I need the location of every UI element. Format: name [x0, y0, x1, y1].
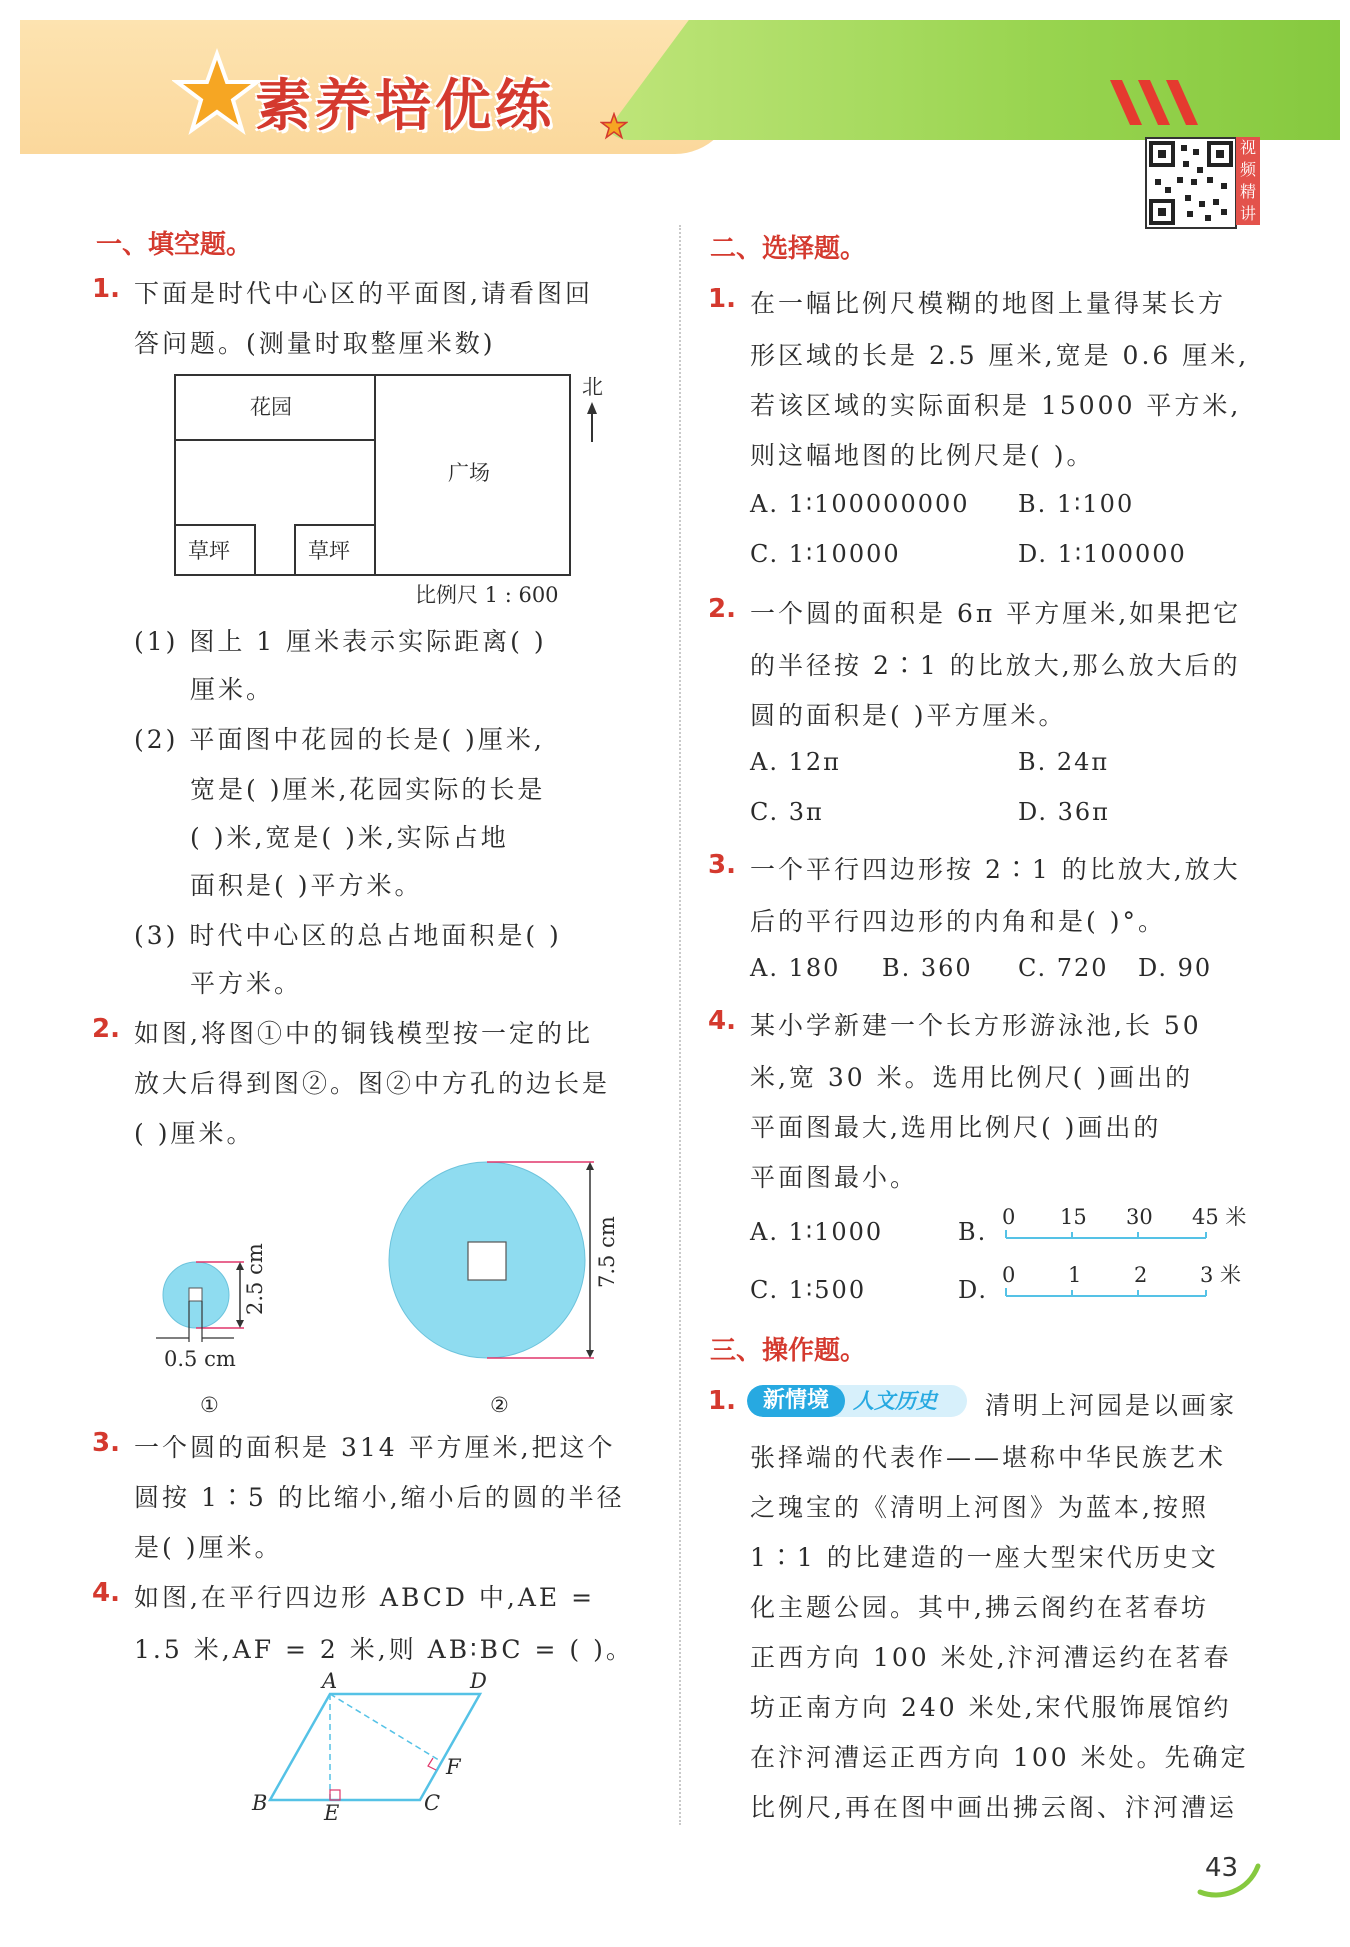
question-text: 答问题。(测量时取整厘米数) — [134, 329, 496, 358]
scale-tick-label: 0 — [1002, 1263, 1016, 1287]
question-text: 圆的面积是( )平方厘米。 — [750, 701, 1067, 730]
question-number: 4. — [92, 1578, 120, 1608]
option-d[interactable]: D. — [958, 1276, 989, 1304]
question-number: 4. — [708, 1006, 736, 1036]
scale-tick-label: 30 — [1126, 1205, 1153, 1229]
question-text: 一个圆的面积是 6π 平方厘米,如果把它 — [750, 599, 1242, 628]
question-text: 坊正南方向 240 米处,宋代服饰展馆约 — [750, 1693, 1232, 1722]
header-banner-green — [600, 20, 1340, 140]
point-f: F — [446, 1755, 461, 1779]
question-text: 形区域的长是 2.5 厘米,宽是 0.6 厘米, — [750, 341, 1250, 370]
question-text: 张择端的代表作——堪称中华民族艺术 — [750, 1443, 1227, 1472]
question-text: 如图,在平行四边形 ABCD 中,AE = — [134, 1583, 596, 1612]
question-number: 3. — [708, 850, 736, 880]
hole-size-label: 0.5 cm — [164, 1347, 236, 1371]
question-text: 后的平行四边形的内角和是( )°。 — [750, 907, 1166, 936]
question-text: ( )厘米。 — [134, 1119, 255, 1148]
question-number: 1. — [708, 1386, 736, 1416]
sub-question: 平方米。 — [190, 969, 303, 998]
sub-question: 面积是( )平方米。 — [190, 871, 423, 900]
option-b[interactable]: B. — [958, 1218, 988, 1246]
question-text: 化主题公园。其中,拂云阁约在茗春坊 — [750, 1593, 1209, 1622]
scale-tick-label: 1 — [1068, 1263, 1082, 1287]
lawn-label: 草坪 — [188, 539, 230, 563]
point-e: E — [324, 1801, 340, 1822]
section-fill-blank: 一、填空题。 — [96, 230, 253, 260]
coin-figure — [150, 1150, 630, 1420]
new-context-tag — [747, 1385, 967, 1417]
vertex-a: A — [322, 1672, 338, 1693]
diameter-label-large: 7.5 cm — [595, 1216, 619, 1288]
question-text: 则这幅地图的比例尺是( )。 — [750, 441, 1095, 470]
scale-tick-label: 3 米 — [1200, 1263, 1242, 1287]
question-text: 清明上河园是以画家 — [985, 1391, 1238, 1420]
column-divider — [679, 225, 681, 1825]
sub-question: (3) 时代中心区的总占地面积是( ) — [134, 921, 562, 950]
question-text: 平面图最小。 — [750, 1163, 919, 1192]
sub-question: (1) 图上 1 厘米表示实际距离( ) — [134, 627, 547, 656]
north-arrow-head-icon — [587, 402, 597, 414]
question-text: 正西方向 100 米处,汴河漕运约在茗春 — [750, 1643, 1232, 1672]
parallelogram-figure — [240, 1672, 510, 1822]
line-scale-b[interactable] — [996, 1204, 1266, 1248]
option-c[interactable]: C. 720 — [1018, 954, 1109, 982]
option-d[interactable]: D. 90 — [1138, 954, 1213, 982]
scale-tick-label: 15 — [1060, 1205, 1087, 1229]
question-text: 比例尺,再在图中画出拂云阁、汴河漕运 — [750, 1793, 1237, 1822]
question-text: 下面是时代中心区的平面图,请看图回 — [134, 279, 593, 308]
section-operation: 三、操作题。 — [710, 1336, 867, 1366]
small-star-icon — [600, 112, 628, 140]
tag-history-label: 人文历史 — [853, 1389, 937, 1413]
stripes-decoration — [1110, 80, 1220, 130]
question-text: 圆按 1∶5 的比缩小,缩小后的圆的半径 — [134, 1483, 625, 1512]
question-text: 一个圆的面积是 314 平方厘米,把这个 — [134, 1433, 616, 1462]
page-title: 素养培优练 — [255, 74, 555, 139]
question-text: 在汴河漕运正西方向 100 米处。先确定 — [750, 1743, 1249, 1772]
vertex-b: B — [252, 1791, 268, 1815]
qr-code-icon[interactable] — [1145, 137, 1237, 229]
option-c[interactable]: C. 1∶10000 — [750, 540, 901, 568]
option-a[interactable]: A. 12π — [750, 748, 841, 776]
question-number: 2. — [708, 594, 736, 624]
option-d[interactable]: D. 1∶100000 — [1018, 540, 1187, 568]
figure-1-label: ① — [200, 1393, 219, 1417]
question-text: 之瑰宝的《清明上河图》为蓝本,按照 — [750, 1493, 1209, 1522]
sub-question: 厘米。 — [190, 675, 275, 704]
video-label[interactable]: 视频精讲 — [1236, 137, 1260, 225]
question-text: 某小学新建一个长方形游泳池,长 50 — [750, 1011, 1202, 1040]
option-a[interactable]: A. 180 — [750, 954, 841, 982]
line-scale-d[interactable] — [996, 1262, 1266, 1306]
question-text: 是( )厘米。 — [134, 1533, 283, 1562]
scale-tick-label: 45 米 — [1192, 1205, 1247, 1229]
page-number: 43 — [1205, 1853, 1239, 1883]
question-text: 1∶1 的比建造的一座大型宋代历史文 — [750, 1543, 1219, 1572]
sub-question: 宽是( )厘米,花园实际的长是 — [190, 775, 546, 804]
option-a[interactable]: A. 1∶100000000 — [750, 490, 970, 518]
figure-2-label: ② — [490, 1393, 509, 1417]
diameter-label: 2.5 cm — [243, 1243, 267, 1315]
question-text: 如图,将图①中的铜钱模型按一定的比 — [134, 1019, 593, 1048]
question-text: 1.5 米,AF = 2 米,则 AB∶BC = ( )。 — [134, 1635, 634, 1664]
option-b[interactable]: B. 24π — [1018, 748, 1110, 776]
question-number: 2. — [92, 1014, 120, 1044]
section-multiple-choice: 二、选择题。 — [710, 234, 867, 264]
question-number: 1. — [92, 274, 120, 304]
sub-question: ( )米,宽是( )米,实际占地 — [190, 823, 509, 852]
question-text: 一个平行四边形按 2∶1 的比放大,放大 — [750, 855, 1241, 884]
scale-label: 比例尺 1 : 600 — [415, 583, 559, 607]
vertex-c: C — [424, 1791, 441, 1815]
question-text: 在一幅比例尺模糊的地图上量得某长方 — [750, 289, 1227, 318]
garden-label: 花园 — [250, 395, 292, 419]
north-label: 北 — [582, 375, 603, 399]
question-number: 3. — [92, 1428, 120, 1458]
site-plan-figure — [170, 370, 610, 610]
vertex-d: D — [470, 1672, 487, 1693]
option-c[interactable]: C. 3π — [750, 798, 824, 826]
scale-tick-label: 0 — [1002, 1205, 1016, 1229]
option-b[interactable]: B. 1∶100 — [1018, 490, 1135, 518]
scale-tick-label: 2 — [1134, 1263, 1148, 1287]
question-text: 米,宽 30 米。选用比例尺( )画出的 — [750, 1063, 1194, 1092]
question-number: 1. — [708, 284, 736, 314]
option-b[interactable]: B. 360 — [882, 954, 973, 982]
star-icon — [172, 48, 262, 138]
tag-new-label: 新情境 — [747, 1385, 845, 1417]
option-c[interactable]: C. 1∶500 — [750, 1276, 867, 1304]
question-text: 若该区域的实际面积是 15000 平方米, — [750, 391, 1242, 420]
question-text: 放大后得到图②。图②中方孔的边长是 — [134, 1069, 611, 1098]
lawn-label: 草坪 — [308, 539, 350, 563]
sub-question: (2) 平面图中花园的长是( )厘米, — [134, 725, 545, 754]
option-a[interactable]: A. 1∶1000 — [750, 1218, 884, 1246]
square-label: 广场 — [448, 461, 490, 485]
option-d[interactable]: D. 36π — [1018, 798, 1110, 826]
question-text: 平面图最大,选用比例尺( )画出的 — [750, 1113, 1162, 1142]
question-text: 的半径按 2∶1 的比放大,那么放大后的 — [750, 651, 1241, 680]
